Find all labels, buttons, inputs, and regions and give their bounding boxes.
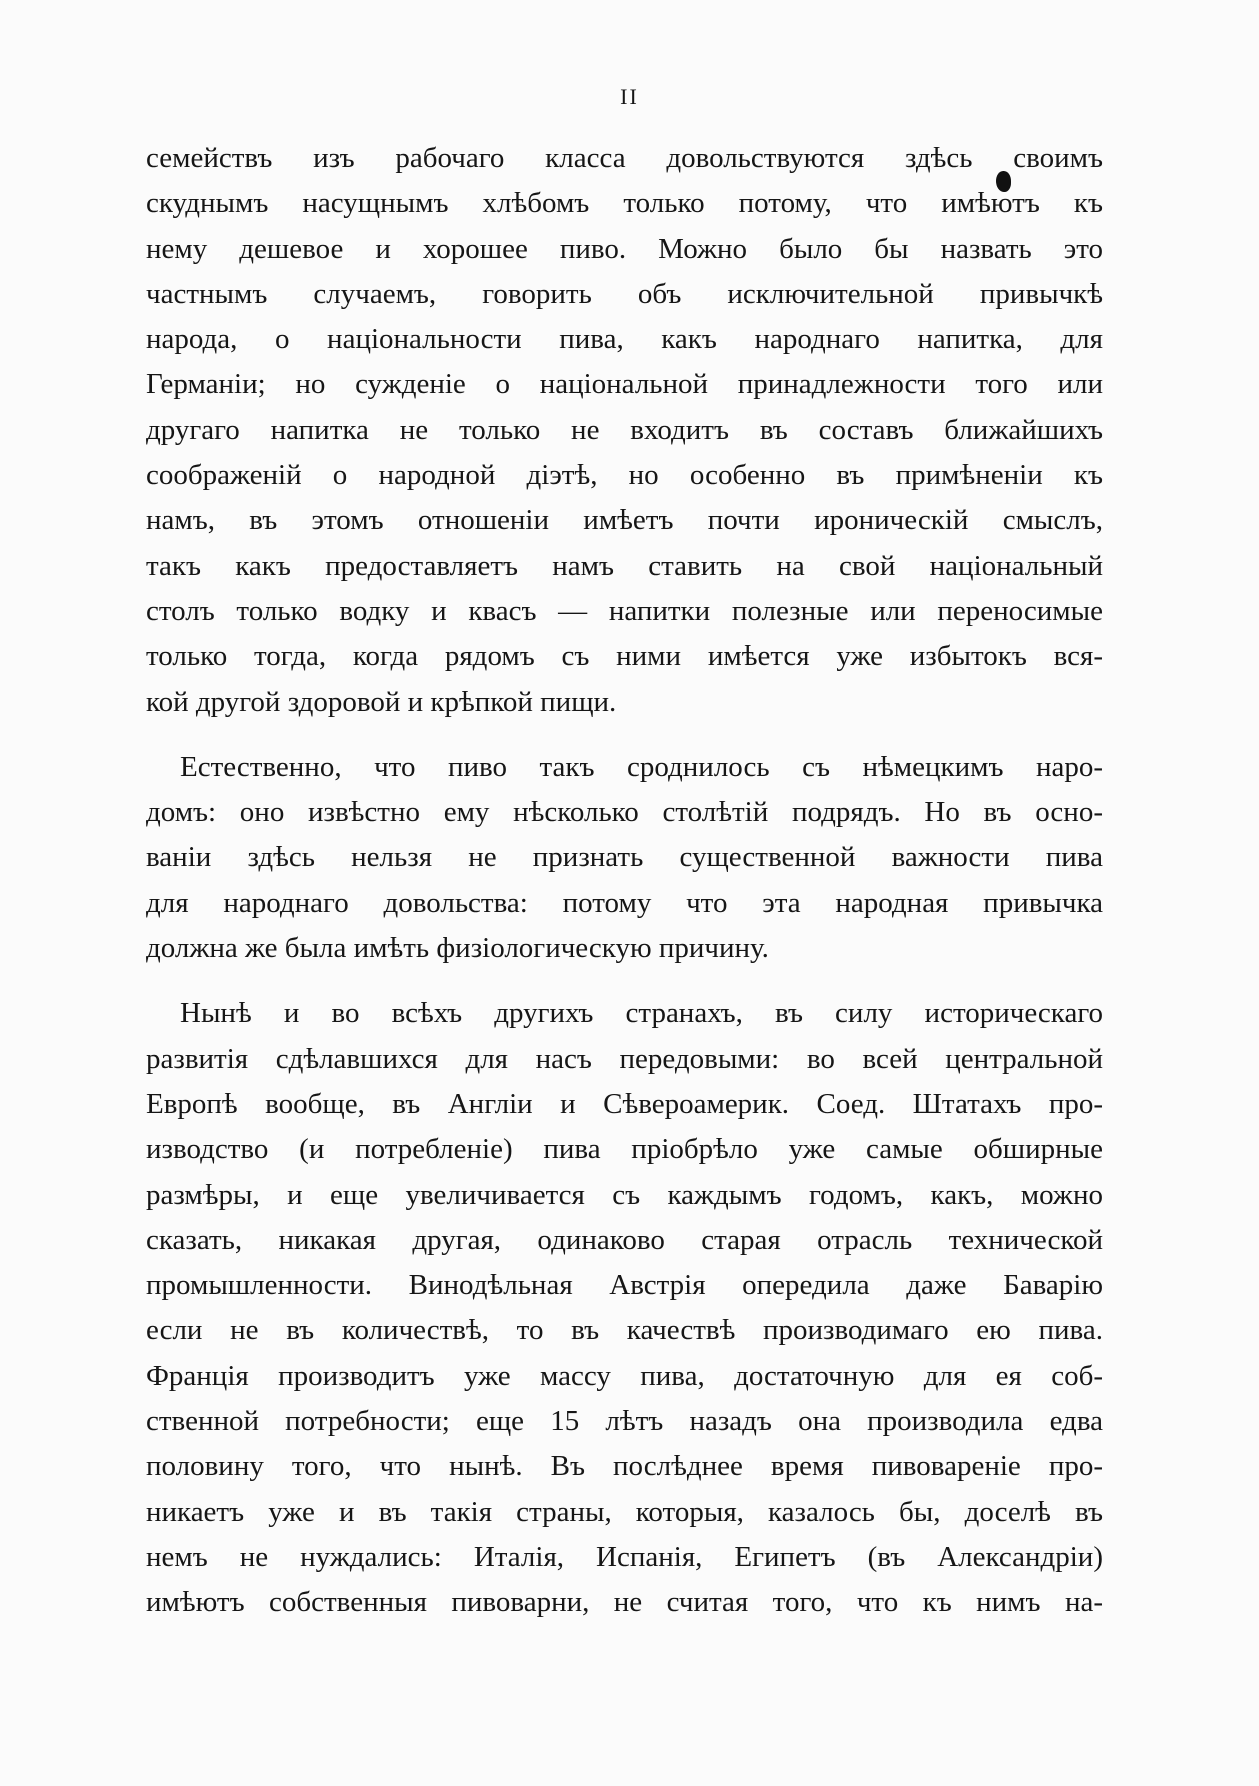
text-line: домъ: оно извѣстно ему нѣсколько столѣтій подрядъ. Но въ осно- (146, 796, 1103, 829)
paragraph-1 (146, 136, 1103, 725)
text-line: промышленности. Винодѣльная Австрія опередила даже Баварію (146, 1269, 1103, 1302)
text-line: народа, о національности пива, какъ народнаго напитка, для (146, 323, 1103, 356)
text-line: столъ только водку и квасъ — напитки полезные или переносимые (146, 594, 1103, 627)
text-line: другаго напитка не только не входитъ въ составъ ближайшихъ (146, 413, 1103, 446)
text-line: размѣры, и еще увеличивается съ каждымъ годомъ, какъ, можно (146, 1178, 1103, 1211)
text-line: нему дешевое и хорошее пиво. Можно было бы назвать это (146, 232, 1103, 265)
text-line: никаетъ уже и въ такія страны, которыя, казалось бы, доселѣ въ (146, 1495, 1103, 1528)
text-line: соображеній о народной діэтѣ, но особенно въ примѣненіи къ (146, 459, 1103, 492)
text-line: сказать, никакая другая, одинаково старая отрасль технической (146, 1223, 1103, 1256)
text-line: намъ, въ этомъ отношеніи имѣетъ почти ироническій смыслъ, (146, 504, 1103, 537)
text-line: Естественно, что пиво такъ сроднилось съ нѣмецкимъ наро- (180, 750, 1103, 783)
text-line: скуднымъ насущнымъ хлѣбомъ только потому, что имѣютъ къ (146, 187, 1103, 220)
text-line: Франція производитъ уже массу пива, достаточную для ея соб- (146, 1359, 1103, 1392)
text-line: имѣютъ собственныя пивоварни, не считая того, что къ нимъ на- (146, 1586, 1103, 1619)
paragraph-3 (146, 991, 1103, 1625)
text-line: такъ какъ предоставляетъ намъ ставить на свой національный (146, 549, 1103, 582)
text-line: для народнаго довольства: потому что эта народная привычка (146, 886, 1103, 919)
text-line: Германіи; но сужденіе о національной принадлежности того или (146, 368, 1103, 401)
text-line: кой другой здоровой и крѣпкой пищи. (146, 685, 617, 718)
page-number: II (620, 84, 639, 109)
body-text (146, 136, 1103, 1626)
text-line: если не въ количествѣ, то въ качествѣ производимаго ею пива. (146, 1314, 1103, 1347)
text-line: Европѣ вообще, въ Англіи и Сѣвероамерик. Соед. Штатахъ про- (146, 1087, 1103, 1120)
text-line: только тогда, когда рядомъ съ ними имѣется уже избытокъ вся- (146, 640, 1103, 673)
text-line: развитія сдѣлавшихся для насъ передовыми: во всей центральной (146, 1042, 1103, 1075)
paragraph-gap (146, 971, 1103, 991)
text-line: ваніи здѣсь нельзя не признать существенной важности пива (146, 841, 1103, 874)
paragraph-2 (146, 745, 1103, 971)
text-line: Нынѣ и во всѣхъ другихъ странахъ, въ силу историческаго (180, 997, 1103, 1030)
text-line: должна же была имѣть физіологическую причину. (146, 932, 769, 965)
text-line: немъ не нуждались: Италія, Испанія, Египетъ (въ Александріи) (146, 1540, 1103, 1573)
paragraph-gap (146, 725, 1103, 745)
text-line: частнымъ случаемъ, говорить объ исключительной привычкѣ (146, 277, 1103, 310)
text-line: семействъ изъ рабочаго класса довольствуются здѣсь своимъ (146, 142, 1103, 174)
text-line: изводство (и потребленіе) пива пріобрѣло уже самые обширные (146, 1133, 1103, 1166)
text-line: ственной потребности; еще 15 лѣтъ назадъ она производила едва (146, 1405, 1103, 1438)
text-line: половину того, что нынѣ. Въ послѣднее время пивовареніе про- (146, 1450, 1103, 1483)
